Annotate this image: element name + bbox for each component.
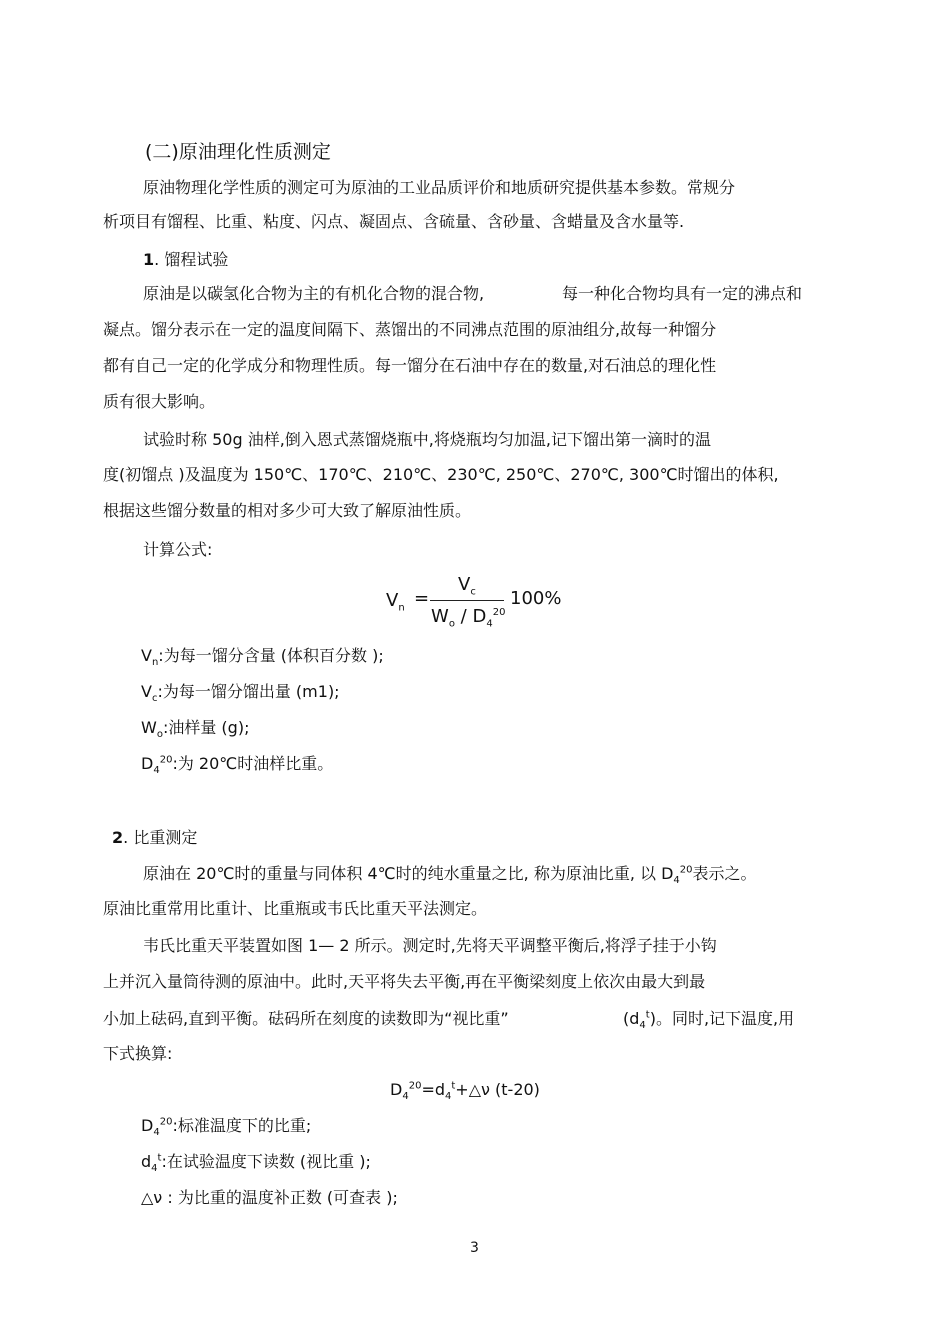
s2-def-d420: $D_4^{20}$:标准温度下的比重; <box>141 1116 312 1139</box>
s1-p1-line-2: 凝点。馏分表示在一定的温度间隔下、蒸馏出的不同沸点范围的原油组分,故每一种馏分 <box>103 320 717 339</box>
s1-def-d420: $D_4^{20}$:为 20℃时油样比重。 <box>141 754 334 777</box>
s2-def-d4t: $d_4^t$:在试验温度下读数 (视比重 ); <box>141 1152 371 1175</box>
formula-1-percent: 100% <box>510 588 562 609</box>
formula-1-numerator: $V_c$ <box>458 574 476 598</box>
section-title: (二)原油理化性质测定 <box>145 141 331 163</box>
s1-title: 馏程试验 <box>164 250 229 269</box>
intro-line-2: 析项目有馏程、比重、粘度、闪点、凝固点、含硫量、含砂量、含蜡量及含水量等. <box>103 212 685 231</box>
s1-p1-line-4: 质有很大影响。 <box>103 392 216 411</box>
formula-1-denominator: $W_o / D_4^{20}$ <box>431 606 506 630</box>
s1-def-vc: $V_c$:为每一馏分馏出量 (m1); <box>141 682 340 705</box>
s2-heading: 2. 比重测定 <box>112 828 198 847</box>
formula-2: $D_4^{20}=d_4^t+\triangle\nu$ (t-20) <box>390 1080 540 1103</box>
s1-p2-line-3: 根据这些馏分数量的相对多少可大致了解原油性质。 <box>103 501 472 520</box>
s1-p1-line-1b: 每一种化合物均具有一定的沸点和 <box>562 284 803 303</box>
s2-p2-line-4: 下式换算: <box>103 1044 173 1063</box>
formula-1-lhs: $V_n$ <box>386 590 405 614</box>
s2-p2-line-3a: 小加上砝码,直到平衡。砝码所在刻度的读数即为“视比重” <box>103 1009 509 1028</box>
intro-line-1: 原油物理化学性质的测定可为原油的工业品质评价和地质研究提供基本参数。常规分 <box>143 178 736 197</box>
s1-p2-line-1: 试验时称 50g 油样,倒入恩式蒸馏烧瓶中,将烧瓶均匀加温,记下馏出第一滴时的温 <box>143 430 711 449</box>
s1-def-vn: $V_n$:为每一馏分含量 (体积百分数 ); <box>141 646 384 669</box>
s2-p1-line-1: 原油在 20℃时的重量与同体积 4℃时的纯水重量之比, 称为原油比重, 以 $D_4^{20}$表示之。 <box>143 864 757 887</box>
s1-p2-line-2: 度(初馏点 )及温度为 150℃、170℃、210℃、230℃, 250℃、270℃, 300℃时馏出的体积, <box>103 465 779 484</box>
s2-p2-line-1: 韦氏比重天平装置如图 1— 2 所示。测定时,先将天平调整平衡后,将浮子挂于小钩 <box>143 936 717 955</box>
s2-p2-line-2: 上并沉入量筒待测的原油中。此时,天平将失去平衡,再在平衡梁刻度上依次由最大到最 <box>103 972 706 991</box>
formula-label: 计算公式: <box>143 540 213 559</box>
s2-number: 2 <box>112 828 124 847</box>
formula-1-equals: = <box>414 588 430 609</box>
s2-p1-line-2: 原油比重常用比重计、比重瓶或韦氏比重天平法测定。 <box>103 899 488 918</box>
s2-p2-line-3b: $(d_4^t)$。同时,记下温度,用 <box>623 1009 795 1032</box>
s1-p1-line-3: 都有自己一定的化学成分和物理性质。每一馏分在石油中存在的数量,对石油总的理化性 <box>103 356 717 375</box>
s1-number: 1 <box>143 250 155 269</box>
formula-1-fraction-bar <box>430 600 504 601</box>
s2-def-delta-nu: △ν : 为比重的温度补正数 (可查表 ); <box>141 1188 398 1207</box>
s1-heading: 1. 馏程试验 <box>143 250 229 269</box>
s1-def-wo: $W_o$:油样量 (g); <box>141 718 250 741</box>
page-number: 3 <box>470 1240 479 1256</box>
s1-p1-line-1a: 原油是以碳氢化合物为主的有机化合物的混合物, <box>143 284 485 303</box>
s2-title: 比重测定 <box>133 828 198 847</box>
